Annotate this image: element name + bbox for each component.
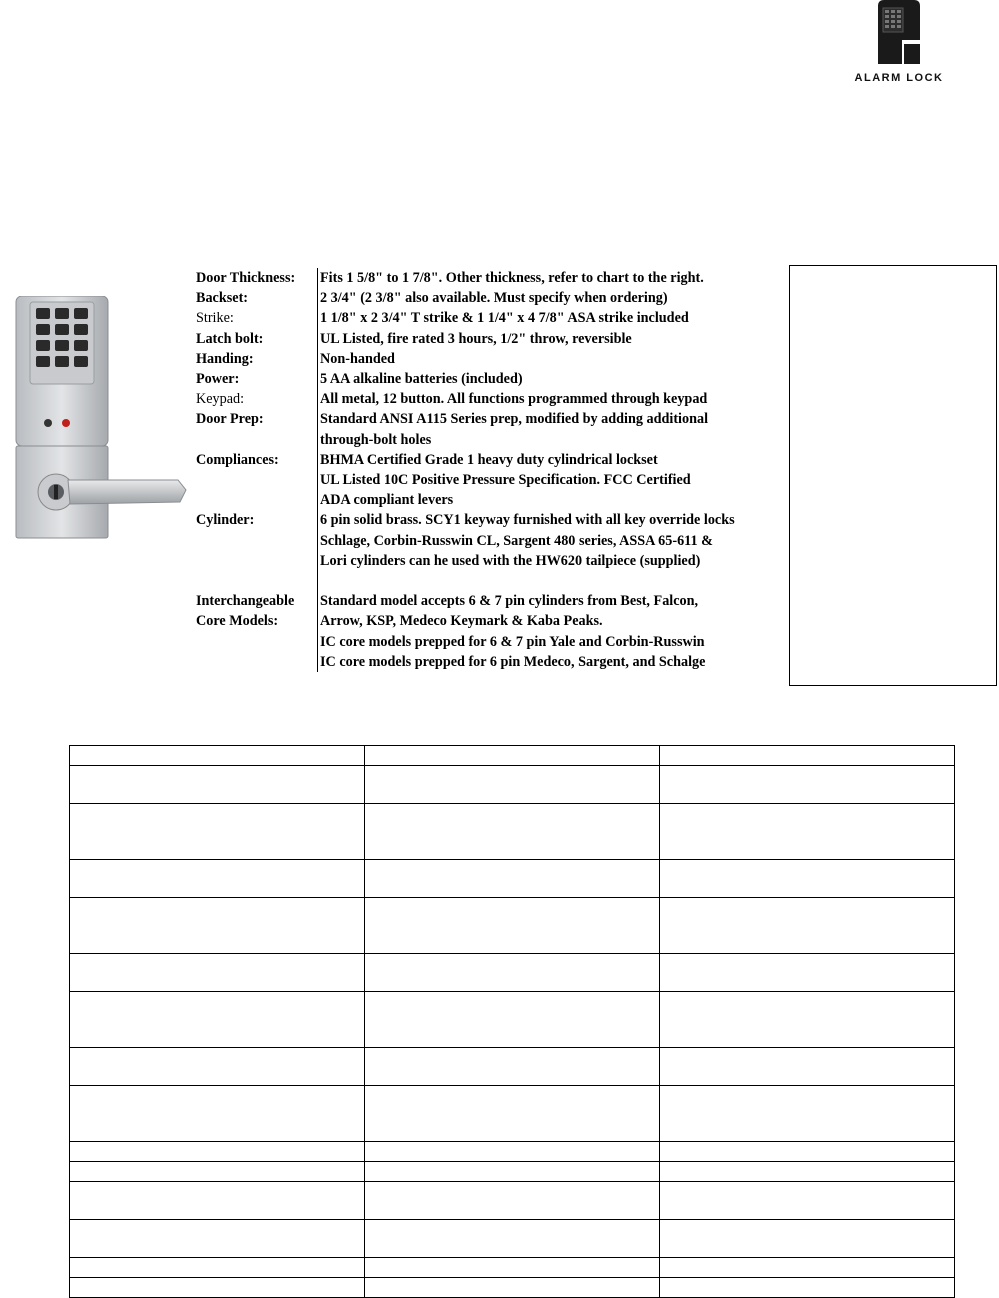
table-cell [70,1220,365,1258]
spec-value: 1 1/8" x 2 3/4" T strike & 1 1/4" x 4 7/8" ASA strike included [320,310,689,327]
table-cell [70,1048,365,1086]
table-cell [660,1086,955,1142]
table-cell [660,992,955,1048]
table-cell [365,766,660,804]
brand-logo [834,0,964,86]
spec-value: UL Listed 10C Positive Pressure Specification. FCC Certified [320,472,691,489]
spec-label [196,551,320,571]
spec-row [196,430,796,450]
spec-row [196,510,796,530]
spec-label [196,531,320,551]
spec-label: Door Thickness: [196,270,296,286]
table-cell [365,1048,660,1086]
table-cell [660,860,955,898]
spec-label [196,571,320,591]
table-cell [70,766,365,804]
table-cell [70,1162,365,1182]
spec-row [196,571,796,591]
spec-value: Non-handed [320,350,395,367]
spec-row [196,268,796,288]
table-cell [70,992,365,1048]
spec-value: 5 AA alkaline batteries (included) [320,371,523,388]
spec-label: Interchangeable [196,593,295,610]
spec-value: Arrow, KSP, Medeco Keymark & Kaba Peaks. [320,613,603,630]
spec-row [196,409,796,429]
spec-value: IC core models prepped for 6 pin Medeco, Sargent, and Schalge [320,653,706,670]
table-cell [365,1220,660,1258]
table-row [70,898,955,954]
table-row [70,746,955,766]
table-cell [660,898,955,954]
spec-row [196,288,796,308]
spec-value: UL Listed, fire rated 3 hours, 1/2" throw, reversible [320,330,632,347]
table-cell [70,1086,365,1142]
table-cell [70,1182,365,1220]
table-cell [660,766,955,804]
table-row [70,1220,955,1258]
spec-label: Keypad: [196,391,245,408]
spec-row [196,349,796,369]
table-cell [70,1142,365,1162]
spec-value: Schlage, Corbin-Russwin CL, Sargent 480 series, ASSA 65-611 & [320,532,713,549]
spec-row [196,490,796,510]
table-cell [365,860,660,898]
table-cell [365,1142,660,1162]
spec-label: Strike: [196,310,234,327]
table-cell [70,954,365,992]
table-row [70,1048,955,1086]
table-cell [660,954,955,992]
table-cell [365,954,660,992]
table-cell [660,1048,955,1086]
spec-value: All metal, 12 button. All functions programmed through keypad [320,391,708,408]
spec-label: Latch bolt: [196,330,264,347]
product-image [10,296,190,541]
table-cell [660,1142,955,1162]
table-cell [365,1162,660,1182]
brand-name: ALARM LOCK [854,72,944,84]
spec-label [196,430,320,450]
table-row [70,1258,955,1278]
spec-row [196,632,796,652]
table-row [70,1086,955,1142]
table-cell [660,804,955,860]
table-row [70,860,955,898]
spec-label: Backset: [196,290,249,307]
table-cell [70,860,365,898]
table-cell [660,1162,955,1182]
table-cell [660,1182,955,1220]
table-row [70,766,955,804]
thickness-chart-table [69,745,955,1298]
spec-value: BHMA Certified Grade 1 heavy duty cylindrical lockset [320,451,658,468]
table-row [70,804,955,860]
spec-label: Core Models: [196,613,279,630]
spec-value: Fits 1 5/8" to 1 7/8". Other thickness, refer to chart to the right. [320,270,704,286]
table-cell [365,992,660,1048]
spec-label: Door Prep: [196,411,264,428]
table-cell [660,746,955,766]
table-cell [365,1182,660,1220]
spec-label [196,652,320,672]
table-cell [365,1258,660,1278]
spec-row [196,591,796,611]
spec-row [196,611,796,631]
table-row [70,1142,955,1162]
table-cell [660,1258,955,1278]
keypad-lock-icon [10,296,190,541]
spec-value: Standard ANSI A115 Series prep, modified by adding additional [320,411,709,428]
spec-row [196,531,796,551]
spec-row [196,450,796,470]
spec-value: Standard model accepts 6 & 7 pin cylinders from Best, Falcon, [320,593,699,610]
spec-row [196,308,796,328]
spec-list [196,268,796,672]
table-row [70,1162,955,1182]
spec-label [196,490,320,510]
table-row [70,954,955,992]
spec-row [196,369,796,389]
spec-row [196,329,796,349]
alarm-lock-logo-icon [874,0,924,66]
spec-value: Lori cylinders can he used with the HW620 tailpiece (supplied) [320,552,701,569]
side-box [789,265,997,686]
spec-row [196,389,796,409]
spec-value: IC core models prepped for 6 & 7 pin Yale and Corbin-Russwin [320,633,705,650]
spec-label: Power: [196,371,240,388]
spec-row [196,470,796,490]
spec-row [196,652,796,672]
table-cell [70,1258,365,1278]
spec-label [196,470,320,490]
spec-label: Compliances: [196,451,279,468]
spec-value: 2 3/4" (2 3/8" also available. Must specify when ordering) [320,290,668,307]
spec-value: 6 pin solid brass. SCY1 keyway furnished with all key override locks [320,512,735,529]
spec-label: Handing: [196,350,254,367]
spec-label: Cylinder: [196,512,255,529]
spec-label [196,632,320,652]
table-cell [365,1086,660,1142]
table-cell [70,898,365,954]
table-cell [365,898,660,954]
table-cell [365,746,660,766]
table-row [70,992,955,1048]
spec-value: through-bolt holes [320,431,432,448]
table-row [70,1182,955,1220]
spec-row [196,551,796,571]
table-cell [70,746,365,766]
table-cell [660,1220,955,1258]
spec-value: ADA compliant levers [320,492,454,509]
table-cell [70,804,365,860]
table-cell [365,804,660,860]
